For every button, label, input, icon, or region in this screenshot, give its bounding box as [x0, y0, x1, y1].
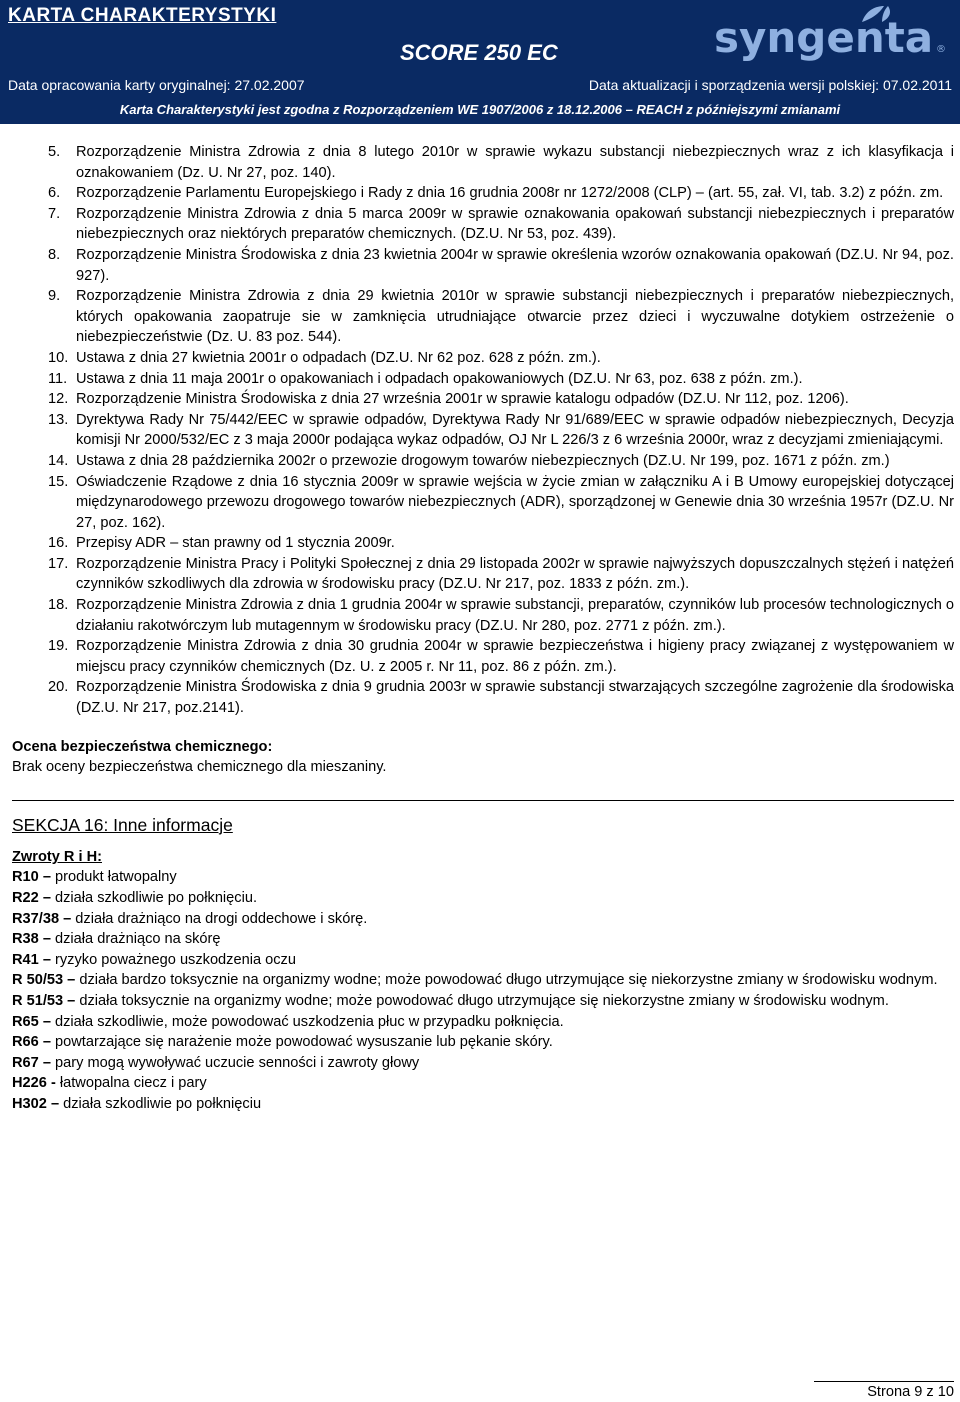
regulation-item — [12, 410, 954, 451]
regulation-item — [12, 595, 954, 636]
page-header — [0, 0, 960, 124]
safety-assessment-title: Ocena bezpieczeństwa chemicznego: — [12, 738, 273, 755]
phrase-text: działa szkodliwie po połknięciu. — [55, 890, 258, 906]
phrase-text: pary mogą wywoływać uczucie senności i zawroty głowy — [55, 1054, 420, 1071]
regulation-number: 19. — [48, 638, 69, 655]
regulation-item — [12, 348, 954, 369]
regulation-number: 12. — [48, 391, 69, 408]
regulation-text: Rozporządzenie Ministra Zdrowia z dnia 1 grudnia 2004r w sprawie substancji, preparatów, czynników lub procesów technologicznych o działaniu rakotwórczym lub mutagennym w środowisku pracy (DZ.U. Nr 280, poz. 2771 z późn. zm.). — [76, 597, 954, 634]
phrase-item — [12, 867, 954, 888]
regulation-number: 11. — [48, 370, 68, 387]
phrase-code: R38 — [12, 931, 39, 948]
phrase-code: R22 — [12, 890, 39, 906]
phrase-separator: - — [46, 1075, 60, 1092]
regulation-item — [12, 533, 954, 554]
regulation-text: Rozporządzenie Ministra Pracy i Polityki Społecznej z dnia 29 listopada 2002r w sprawie najwyższych dopuszczalnych stężeń i natężeń czynników szkodliwych dla zdrowia w środowisku pracy (DZ.U. Nr 217, poz. 1833 z późn. zm.). — [76, 555, 954, 593]
regulation-number: 17. — [48, 555, 69, 572]
phrase-separator: – — [38, 951, 56, 968]
regulation-text: Rozporządzenie Ministra Zdrowia z dnia 8 lutego 2010r w sprawie wykazu substancji niebezpiecznych wraz z ich klasyfikacja i oznakowaniem (Dz. U. Nr 27, poz. 140). — [76, 144, 954, 181]
regulation-text: Rozporządzenie Parlamentu Europejskiego i Rady z dnia 16 grudnia 2008r nr 1272/2008 (CLP) – (art. 55, zał. VI, tab. 3.2) z późn. zm. — [76, 185, 944, 202]
phrase-code: R66 — [12, 1034, 39, 1051]
phrase-separator: – — [46, 1095, 64, 1112]
regulation-number: 14. — [48, 452, 69, 469]
regulation-text: Rozporządzenie Ministra Środowiska z dnia 9 grudnia 2003r w sprawie substancji stwarzających szczególne zagrożenie dla środowiska (DZ.U. Nr 217, poz.2141). — [76, 679, 954, 717]
phrase-separator: – — [59, 910, 76, 927]
regulation-number: 10. — [48, 349, 69, 366]
phrase-text: działa bardzo toksycznie na organizmy wodne; może powodować długo utrzymujące się niekorzystne zmiany w środowisku wodnym. — [79, 972, 938, 989]
regulation-item — [12, 286, 954, 348]
brand-text: syngenta — [714, 13, 934, 62]
phrases-title: Zwroty R i H: — [12, 848, 102, 865]
phrase-text: powtarzające się narażenie może powodować wysuszanie lub pękanie skóry. — [55, 1034, 553, 1051]
phrases-list — [12, 867, 954, 1114]
regulation-number: 20. — [48, 679, 69, 696]
regulation-number: 8. — [48, 246, 61, 263]
phrase-text: działa drażniąco na skórę — [55, 931, 221, 948]
phrase-text: działa szkodliwie po połknięciu — [63, 1095, 262, 1112]
regulation-number: 13. — [48, 411, 69, 428]
regulation-number: 5. — [48, 144, 61, 160]
regulation-text: Rozporządzenie Ministra Zdrowia z dnia 30 grudnia 2004r w sprawie bezpieczeństwa i higieny pracy związanej z występowaniem w miejscu pracy czynników chemicznych (Dz. U. z 2005 r. Nr 11, poz. 86 z późn. zm.). — [76, 638, 954, 675]
regulation-text: Rozporządzenie Ministra Zdrowia z dnia 5 marca 2009r w sprawie oznakowania opakowań substancji niebezpiecznych i preparatów niebezpiecznych oraz niektórych preparatów chemicznych. (DZ.U. Nr 53, poz. 439). — [76, 205, 954, 243]
syngenta-logo — [712, 4, 948, 70]
phrase-item — [12, 1073, 954, 1094]
phrase-item — [12, 970, 954, 991]
phrase-text: działa toksycznie na organizmy wodne; może powodować długo utrzymujące się niekorzystne zmiany w środowisku wodnym. — [79, 992, 889, 1009]
phrase-text: produkt łatwopalny — [55, 869, 177, 886]
safety-assessment — [12, 737, 954, 778]
phrase-item — [12, 888, 954, 909]
phrase-item — [12, 950, 954, 971]
phrase-text: działa szkodliwie, może powodować uszkodzenia płuc w przypadku połknięcia. — [55, 1013, 564, 1030]
phrase-item — [12, 991, 954, 1012]
phrase-text: łatwopalna ciecz i pary — [59, 1075, 207, 1092]
phrase-separator: – — [38, 890, 56, 906]
regulation-item — [12, 636, 954, 677]
regulation-item — [12, 554, 954, 595]
regulation-text: Przepisy ADR – stan prawny od 1 stycznia 2009r. — [76, 535, 395, 552]
regulations-list — [12, 142, 954, 719]
phrase-code: R65 — [12, 1013, 39, 1030]
phrase-item — [12, 929, 954, 950]
phrase-separator: – — [38, 869, 56, 886]
phrase-code: R 50/53 — [12, 972, 64, 989]
regulation-item — [12, 369, 954, 390]
regulation-number: 7. — [48, 205, 61, 222]
section16-title: SEKCJA 16: Inne informacje — [12, 814, 233, 835]
regulation-item — [12, 472, 954, 534]
regulation-item — [12, 677, 954, 718]
phrase-text: działa drażniąco na drogi oddechowe i skórę. — [75, 910, 368, 927]
regulation-number: 18. — [48, 597, 69, 614]
regulation-number: 9. — [48, 288, 61, 305]
document-title: KARTA CHARAKTERYSTYKI — [8, 5, 277, 26]
regulation-item — [12, 183, 954, 204]
phrase-item — [12, 1053, 954, 1074]
safety-assessment-text: Brak oceny bezpieczeństwa chemicznego dla mieszaniny. — [12, 759, 387, 776]
phrase-item — [12, 909, 954, 930]
regulation-text: Rozporządzenie Ministra Środowiska z dnia 23 kwietnia 2004r w sprawie określenia wzorów oznakowania opakowań (DZ.U. Nr 94, poz. 927). — [76, 246, 954, 284]
phrase-separator: – — [38, 1054, 56, 1071]
regulation-text: Dyrektywa Rady Nr 75/442/EEC w sprawie odpadów, Dyrektywa Rady Nr 91/689/EEC w sprawie odpadów niebezpiecznych, Decyzja komisji Nr 2000/532/EC z 3 maja 2000r podająca wykaz odpadów, OJ Nr L 226/3 z 6 września 2000r, wraz z decyzjami zmieniającymi. — [76, 411, 954, 449]
section-divider — [12, 800, 954, 801]
regulation-text: Oświadczenie Rządowe z dnia 16 stycznia 2009r w sprawie wejścia w życie zmian w załączniku A i B Umowy europejskiej dotyczącej międzynarodowego przewozu drogowego towarów niebezpiecznych (ADR), sporządzonej w Genewie dnia 30 września 1957r (DZ.U. Nr 27, poz. 162). — [76, 473, 954, 531]
regulation-text: Ustawa z dnia 28 października 2002r o przewozie drogowym towarów niebezpiecznych (DZ.U. Nr 199, poz. 1671 z późn. zm.) — [76, 452, 890, 469]
date-original: Data opracowania karty oryginalnej: 27.02.2007 — [8, 77, 305, 93]
main-content — [12, 142, 954, 1115]
date-updated: Data aktualizacji i sporządzenia wersji polskiej: 07.02.2011 — [588, 77, 952, 93]
regulation-number: 16. — [48, 535, 69, 552]
regulation-item — [12, 142, 954, 183]
regulation-note: Karta Charakterystyki jest zgodna z Rozporządzeniem WE 1907/2006 z 18.12.2006 – REACH z późniejszymi zmianami — [119, 102, 841, 117]
regulation-item — [12, 389, 954, 410]
phrase-item — [12, 1032, 954, 1053]
regulation-text: Ustawa z dnia 11 maja 2001r o opakowaniach i odpadach opakowaniowych (DZ.U. Nr 63, poz. 638 z późn. zm.). — [76, 370, 803, 387]
regulation-item — [12, 204, 954, 245]
phrase-code: H302 — [12, 1095, 47, 1112]
phrase-code: R41 — [12, 951, 39, 968]
phrase-text: ryzyko poważnego uszkodzenia oczu — [55, 951, 296, 968]
phrase-item — [12, 1094, 954, 1115]
regulation-number: 15. — [48, 473, 69, 490]
page-number: Strona 9 z 10 — [814, 1381, 954, 1400]
regulation-text: Rozporządzenie Ministra Zdrowia z dnia 29 kwietnia 2010r w sprawie substancji niebezpiecznych i preparatów niebezpiecznych, których opakowania zaopatruje sie w zamknięcia utrudniające otwarcie przez dzieci i wyczuwalne dotykiem ostrzeżenie o niebezpieczeństwie (Dz. U. 83 poz. 544). — [76, 288, 954, 346]
product-name: SCORE 250 EC — [400, 40, 558, 65]
phrase-separator: – — [63, 972, 80, 989]
phrase-separator: – — [38, 1034, 56, 1051]
regulation-item — [12, 451, 954, 472]
phrase-code: H226 — [12, 1075, 47, 1092]
phrase-code: R 51/53 — [12, 992, 64, 1009]
regulation-item — [12, 245, 954, 286]
svg-text:®: ® — [936, 44, 946, 55]
regulation-number: 6. — [48, 185, 61, 202]
phrase-separator: – — [38, 931, 56, 948]
phrase-code: R67 — [12, 1054, 39, 1071]
phrase-code: R10 — [12, 869, 39, 886]
phrase-separator: – — [38, 1013, 56, 1030]
phrase-separator: – — [63, 992, 80, 1009]
phrase-item — [12, 1012, 954, 1033]
regulation-text: Rozporządzenie Ministra Środowiska z dnia 27 września 2001r w sprawie katalogu odpadów (DZ.U. Nr 112, poz. 1206). — [76, 391, 849, 408]
phrase-code: R37/38 — [12, 910, 60, 927]
regulation-text: Ustawa z dnia 27 kwietnia 2001r o odpadach (DZ.U. Nr 62 poz. 628 z późn. zm.). — [76, 349, 601, 366]
